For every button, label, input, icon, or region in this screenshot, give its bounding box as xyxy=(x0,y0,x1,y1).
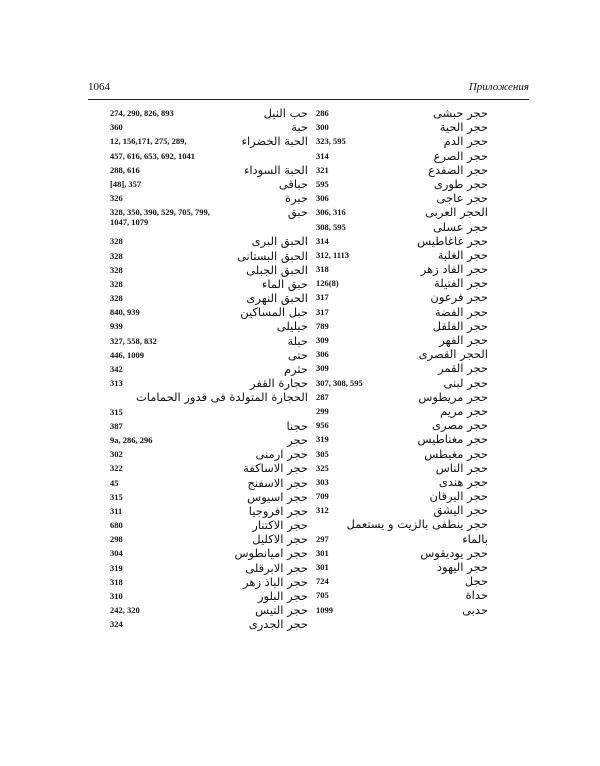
arabic-term: حجر الابرقلى xyxy=(245,560,308,575)
index-entry xyxy=(316,191,488,205)
arabic-term: الحبة الخضراء xyxy=(241,134,308,149)
arabic-term: حجر طورى xyxy=(433,176,488,191)
page-references: 342 xyxy=(110,364,123,374)
arabic-term: حجر عسلى xyxy=(432,219,488,234)
arabic-term: حجر الضفدع xyxy=(428,162,488,177)
page-references: 303 xyxy=(316,476,329,487)
index-entry xyxy=(316,276,488,290)
arabic-term: الحبق النهرى xyxy=(246,291,308,306)
index-entry xyxy=(316,163,488,177)
arabic-term: حبق xyxy=(287,205,308,220)
page-references: 789 xyxy=(316,320,329,331)
arabic-term: الحجر العربى xyxy=(425,205,488,220)
page-references: 360 xyxy=(110,122,123,133)
index-entry xyxy=(110,234,308,248)
arabic-term: حجر اميانطوس xyxy=(234,546,308,561)
arabic-term: حجنا xyxy=(286,418,308,433)
index-entry xyxy=(110,490,308,504)
page-references: 457, 616, 653, 692, 1041 xyxy=(110,150,195,161)
arabic-term: حبليلى xyxy=(276,319,308,334)
arabic-term: حجل xyxy=(464,574,488,589)
index-entry xyxy=(316,361,488,375)
page-references: 9a, 286, 296 xyxy=(110,434,153,445)
page-references: 314 xyxy=(316,150,329,161)
page-references: 939 xyxy=(110,321,123,332)
page-references: 318 xyxy=(110,576,123,587)
index-entry xyxy=(110,419,308,433)
arabic-term: حتى xyxy=(287,347,308,362)
index-entry xyxy=(110,277,308,291)
index-entry xyxy=(316,376,488,390)
arabic-term: حجر فرعون xyxy=(430,290,488,305)
index-entry xyxy=(110,589,308,603)
index-entry xyxy=(316,262,488,276)
index-entry xyxy=(110,504,308,518)
page-references: 312, 1113 xyxy=(316,249,350,260)
index-entry xyxy=(110,518,308,532)
page-references: 321 xyxy=(316,164,329,175)
index-entry xyxy=(110,575,308,589)
page-references: 317 xyxy=(316,306,329,317)
page-references: 308, 595 xyxy=(316,221,346,232)
arabic-term: حجر الفتيلة xyxy=(434,276,488,291)
page-references: 274, 290, 826, 893 xyxy=(110,108,174,118)
arabic-term: حجر اليشق xyxy=(433,503,488,518)
page-references: 387 xyxy=(110,420,123,431)
arabic-term: الحبق البرى xyxy=(251,234,308,249)
arabic-term: حبق الماء xyxy=(261,276,308,291)
index-entry xyxy=(110,249,308,263)
index-entry xyxy=(110,263,308,277)
page-references: 328 xyxy=(110,278,123,289)
page-references: 309 xyxy=(316,363,329,374)
index-entry xyxy=(110,603,308,617)
arabic-term: حجر يوديقوس xyxy=(420,545,488,560)
arabic-term: حجر الناس xyxy=(435,460,488,475)
index-entry xyxy=(316,588,488,602)
page-references: 705 xyxy=(316,590,329,601)
index-entry xyxy=(110,319,308,333)
arabic-term: حجر التيس xyxy=(255,603,308,618)
page-references: 242, 320 xyxy=(110,605,140,616)
arabic-term: حجر عاجى xyxy=(436,191,488,206)
index-entry xyxy=(110,334,308,348)
index-entry xyxy=(110,561,308,575)
index-entry xyxy=(316,560,488,574)
page-references: 446, 1009 xyxy=(110,349,144,360)
arabic-term: حجر مصرى xyxy=(431,418,488,433)
page-references: 301 xyxy=(316,562,329,572)
index-entry xyxy=(316,404,488,418)
index-entry xyxy=(316,489,488,503)
page-references: 328 xyxy=(110,236,123,247)
arabic-term: حجر الاسفنج xyxy=(247,475,308,490)
page-references: 328 xyxy=(110,264,123,275)
index-entry xyxy=(316,120,488,134)
page-references: 300 xyxy=(316,122,329,133)
page-references: 724 xyxy=(316,576,329,587)
arabic-term: حجر xyxy=(287,432,308,447)
arabic-term: حجر ارمنى xyxy=(255,447,308,462)
page-references: 324 xyxy=(110,619,123,630)
page-references: 595 xyxy=(316,178,329,189)
arabic-term: حجر حبشى xyxy=(433,106,488,120)
arabic-term: الحبق الجبلى xyxy=(246,262,308,277)
right-index-column xyxy=(316,106,488,696)
arabic-term: حجر البلور xyxy=(257,589,308,603)
page-references: 318 xyxy=(316,264,329,275)
page-references: 305 xyxy=(316,448,329,459)
index-entry xyxy=(316,248,488,262)
page-references: 680 xyxy=(110,520,123,531)
index-entry xyxy=(110,376,308,390)
running-title: Приложения xyxy=(468,81,529,93)
arabic-term: حجر الغلبة xyxy=(437,247,488,262)
index-entry xyxy=(316,503,488,517)
page-references: 287 xyxy=(316,391,329,402)
arabic-term: الحجارة المتولدة فى قدور الحمامات xyxy=(135,390,308,405)
page-references: 709 xyxy=(316,491,329,502)
page-references: 312 xyxy=(316,505,329,516)
page-references: 326 xyxy=(110,193,123,204)
index-entry xyxy=(110,447,308,461)
index-entry xyxy=(110,362,308,376)
arabic-term: الحبة السوداء xyxy=(243,162,308,177)
index-entry xyxy=(316,603,488,617)
page-references: 328 xyxy=(110,250,123,261)
page-references: 328 xyxy=(110,293,123,304)
page-references: 323, 595 xyxy=(316,136,346,147)
page-references: 306 xyxy=(316,349,329,360)
page-references: 319 xyxy=(110,562,123,573)
arabic-term: حجر مريطوس xyxy=(418,389,488,404)
page-references: 306, 316 xyxy=(316,207,346,218)
index-entry xyxy=(316,447,488,461)
page-references: 45 xyxy=(110,477,119,488)
index-entry xyxy=(316,220,488,234)
index-entry xyxy=(110,532,308,546)
page-references: 310 xyxy=(110,591,123,601)
page-references: 288, 616 xyxy=(110,164,140,175)
arabic-term: حجر غاغاطيس xyxy=(417,233,488,248)
arabic-term: حبل المساكين xyxy=(240,305,308,320)
index-entry xyxy=(110,191,308,205)
index-entry xyxy=(110,120,308,134)
arabic-term: حجر الفاد زهر xyxy=(420,262,488,277)
arabic-term: حبلة xyxy=(287,333,308,348)
page-references: 311 xyxy=(110,505,123,516)
arabic-term: حجر لبنى xyxy=(443,375,488,390)
page-references: 126(8) xyxy=(316,278,339,289)
page-references: 1099 xyxy=(316,604,333,615)
arabic-term: حبرة xyxy=(285,191,308,206)
index-entry xyxy=(110,291,308,305)
index-entry xyxy=(110,177,308,191)
index-entry xyxy=(110,305,308,319)
arabic-term: حجر الاكليل xyxy=(252,532,308,547)
page-references: 314 xyxy=(316,235,329,246)
index-entry xyxy=(110,476,308,490)
page-references: 307, 308, 595 xyxy=(316,377,363,388)
page-references: 315 xyxy=(110,491,123,502)
index-entry xyxy=(316,319,488,333)
index-entry xyxy=(110,546,308,560)
arabic-term: الحجر القصرى xyxy=(418,347,488,362)
page-references: 309 xyxy=(316,335,329,345)
index-entry xyxy=(316,290,488,304)
arabic-term: حجر اليهود xyxy=(436,560,488,574)
page-references: 301 xyxy=(316,547,329,558)
index-entry xyxy=(316,390,488,404)
arabic-term: حجر الصرع xyxy=(433,148,488,163)
page-references: 319 xyxy=(316,434,329,445)
arabic-term: حثرم xyxy=(283,362,308,376)
arabic-term: حجر الاكتنار xyxy=(252,518,308,533)
index-entry xyxy=(316,106,488,120)
arabic-term: حجر الباذ زهر xyxy=(243,574,308,589)
header-rule xyxy=(88,99,529,100)
index-entry xyxy=(316,546,488,560)
arabic-term: الحبق البستانى xyxy=(236,248,308,263)
index-entry xyxy=(110,433,308,447)
index-entry xyxy=(316,305,488,319)
index-entry xyxy=(316,347,488,361)
arabic-term: حجر اسيوس xyxy=(247,489,308,504)
arabic-term: بالماء xyxy=(462,531,488,546)
index-entry xyxy=(316,234,488,248)
arabic-term: حجر الدم xyxy=(443,134,488,149)
index-entry xyxy=(316,475,488,489)
page-references: 322 xyxy=(110,463,123,474)
left-index-column xyxy=(110,106,308,696)
arabic-term: حجر الجدرى xyxy=(248,617,308,632)
arabic-term: حجر مريم xyxy=(440,403,488,418)
arabic-term: حباقى xyxy=(278,176,308,191)
arabic-term: حجر اليرقان xyxy=(429,489,488,504)
arabic-term: حجر الاساكفة xyxy=(243,461,308,476)
page-references: 12, 156,171, 275, 289, xyxy=(110,136,187,147)
arabic-term: حجر ينطفى بالزيت و يستعمل xyxy=(346,517,488,532)
index-entry xyxy=(110,617,308,631)
arabic-term: حدبى xyxy=(462,602,488,617)
arabic-term: حجر الفهر xyxy=(439,333,488,347)
arabic-term: حجارة القفر xyxy=(250,376,308,391)
page-references: 956 xyxy=(316,420,329,431)
index-entry xyxy=(316,177,488,191)
index-entry xyxy=(316,461,488,475)
arabic-term: حجر مغيطس xyxy=(424,446,488,461)
index-entry xyxy=(316,517,488,531)
index-entry xyxy=(110,134,308,148)
index-entry xyxy=(316,432,488,446)
page-references: 313 xyxy=(110,378,123,389)
page-references: 306 xyxy=(316,193,329,204)
page-references: 327, 558, 832 xyxy=(110,335,157,346)
page-number: 1064 xyxy=(88,81,110,93)
arabic-term: حجر هندى xyxy=(438,474,488,489)
arabic-term: حجر الفضة xyxy=(434,304,488,319)
arabic-term: حب النيل xyxy=(263,106,308,120)
arabic-term: حجر افروجيا xyxy=(248,503,308,518)
index-entry xyxy=(110,106,308,120)
page-references: 328, 350, 390, 529, 705, 799, 1047, 1079 xyxy=(110,207,210,228)
page-header xyxy=(88,78,529,98)
page-references: 325 xyxy=(316,462,329,473)
index-entry xyxy=(316,418,488,432)
index-entry xyxy=(316,205,488,219)
page-references: 317 xyxy=(316,292,329,303)
arabic-term: حجر القمر xyxy=(437,361,488,376)
index-entry xyxy=(110,348,308,362)
page-references: [48], 357 xyxy=(110,178,142,189)
page-references: 304 xyxy=(110,548,123,559)
page-references: 298 xyxy=(110,534,123,545)
index-entry xyxy=(316,134,488,148)
arabic-term: حجر الفلفل xyxy=(432,318,488,333)
index-entry xyxy=(316,532,488,546)
page-references: 299 xyxy=(316,405,329,416)
index-entry xyxy=(110,205,308,234)
index-entry xyxy=(110,405,308,419)
page-references: 315 xyxy=(110,406,123,417)
index-entry xyxy=(110,461,308,475)
index-entry xyxy=(110,149,308,163)
index-entry xyxy=(316,333,488,347)
arabic-term: حجر الحية xyxy=(439,120,488,135)
arabic-term: حجر مغناطيس xyxy=(417,432,488,447)
page-references: 302 xyxy=(110,449,123,460)
index-entry xyxy=(316,149,488,163)
page-references: 840, 939 xyxy=(110,307,140,318)
arabic-term: حبة xyxy=(291,120,308,135)
index-entry xyxy=(110,390,308,404)
arabic-term: حداة xyxy=(465,588,488,603)
page-references: 297 xyxy=(316,533,329,544)
page-references: 286 xyxy=(316,108,329,118)
index-entry xyxy=(316,574,488,588)
index-entry xyxy=(110,163,308,177)
